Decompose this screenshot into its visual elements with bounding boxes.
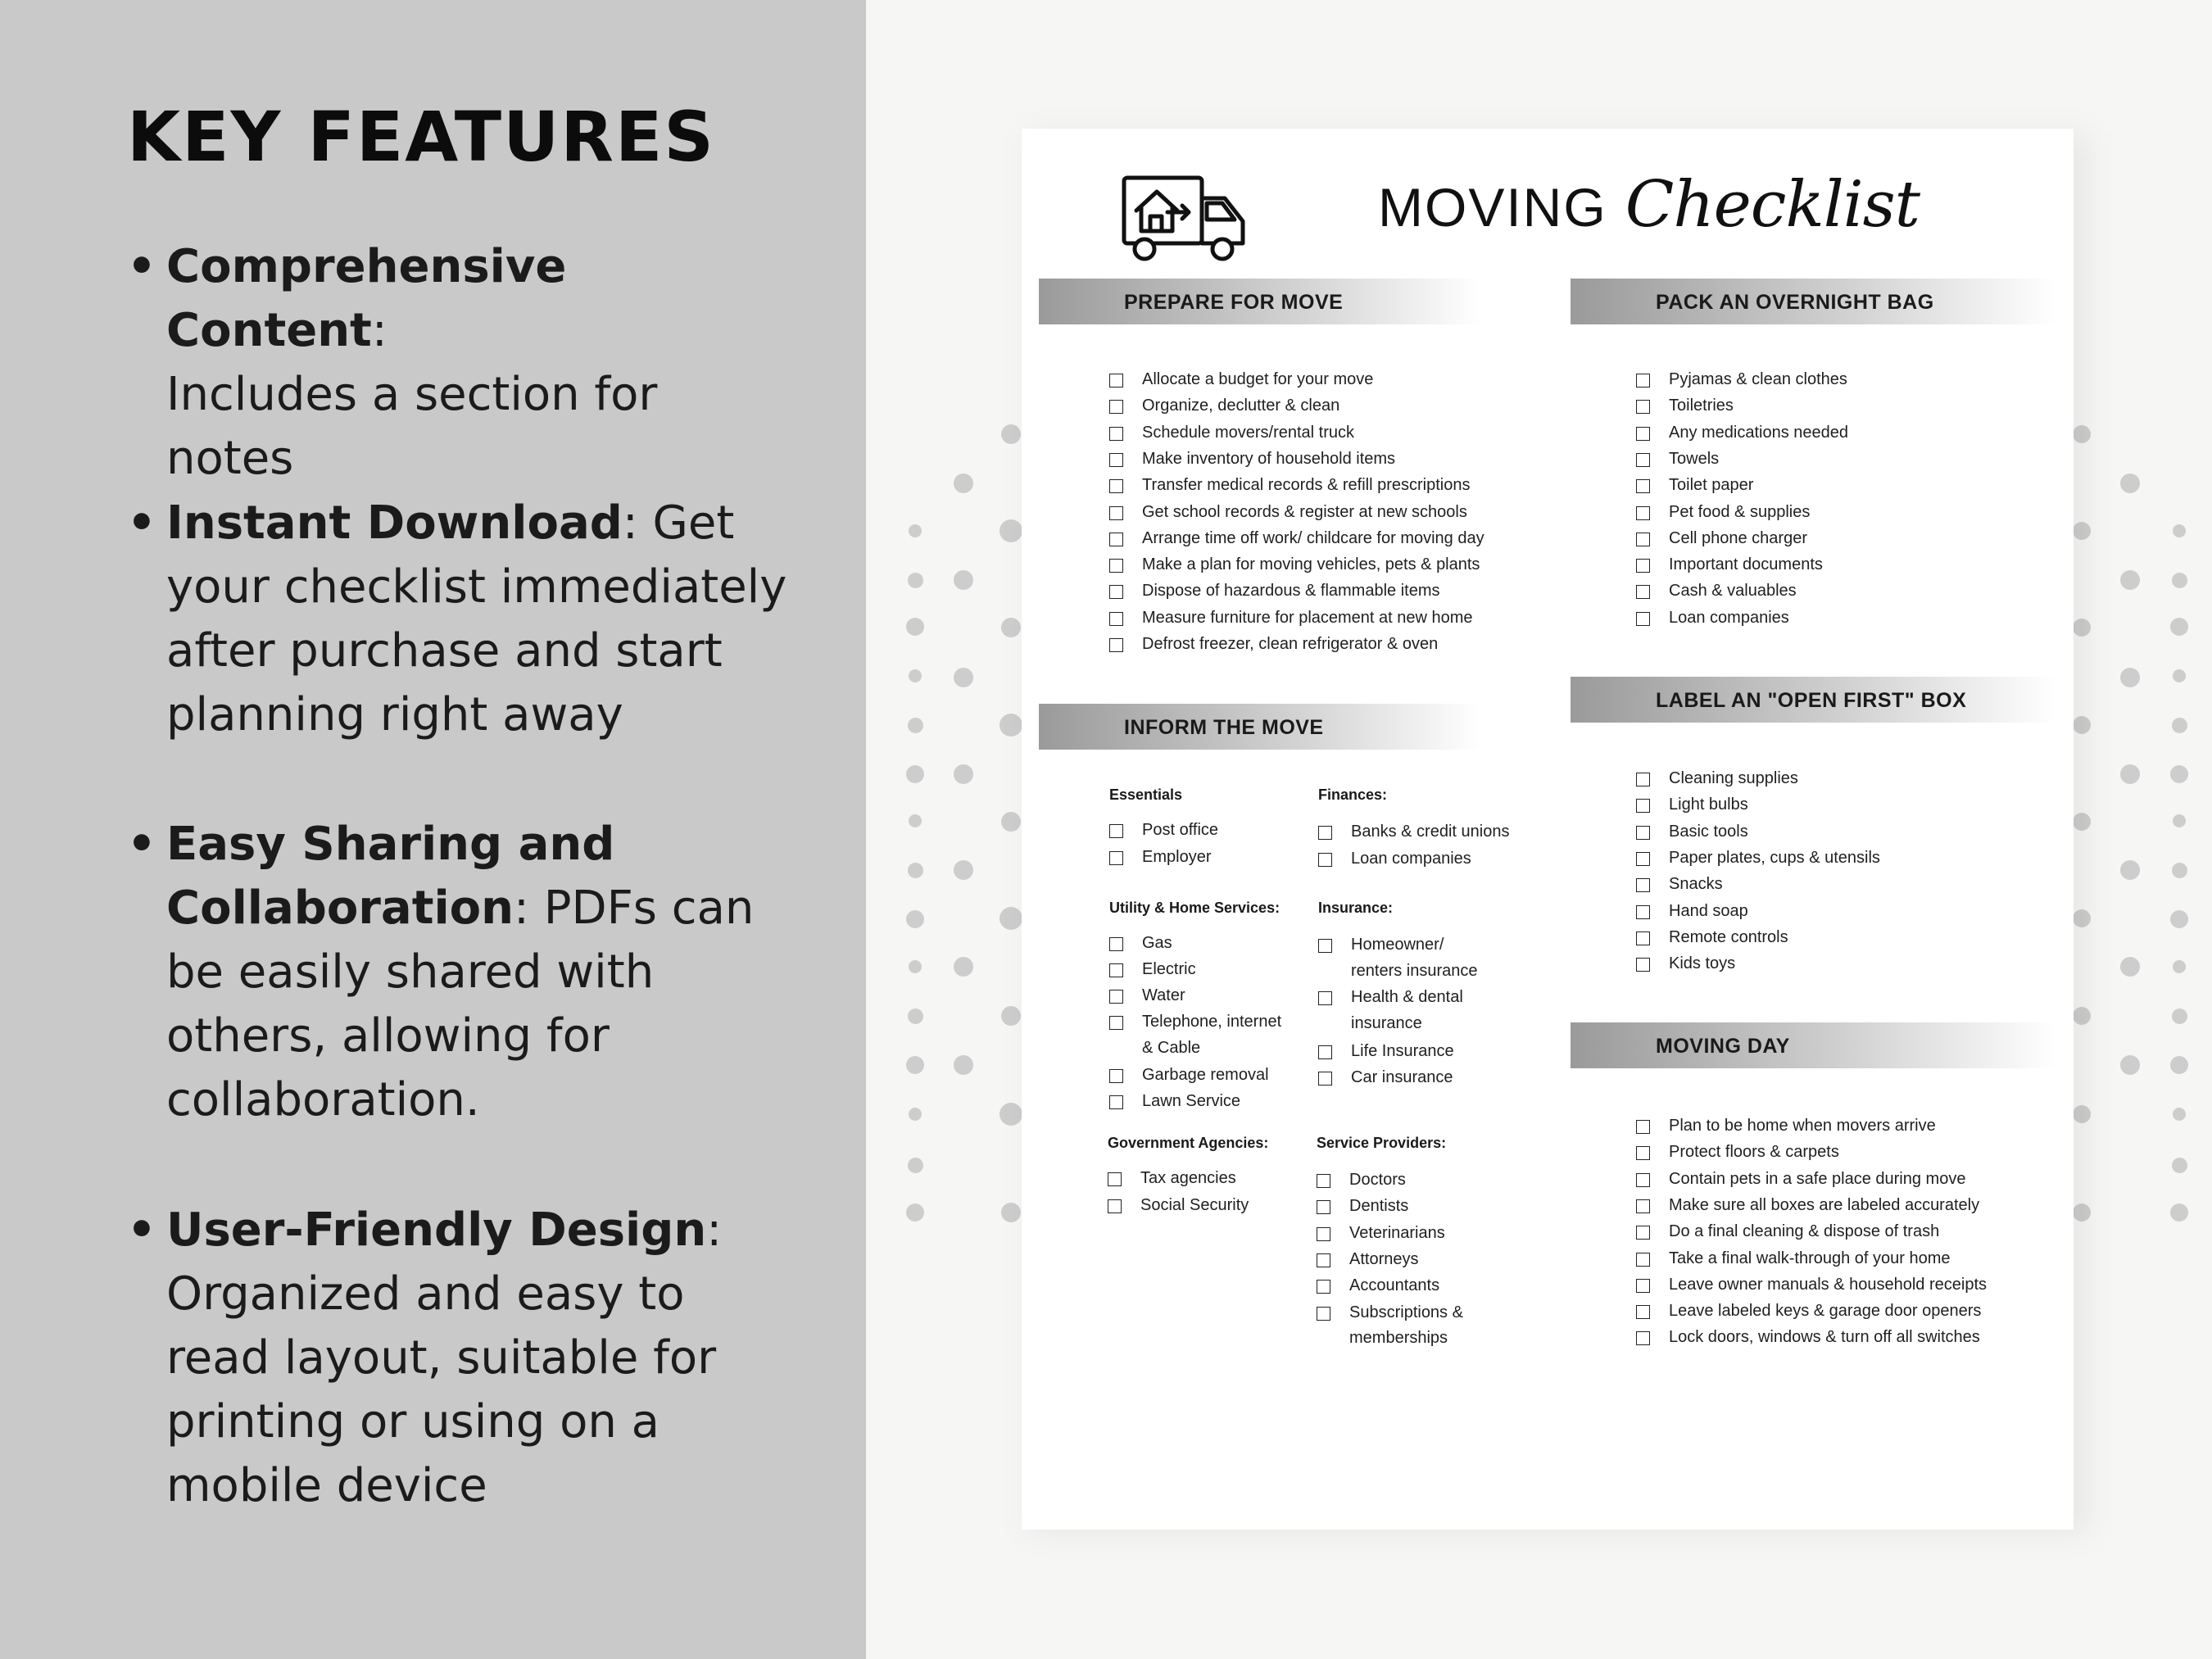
checkbox[interactable] [1636,1253,1650,1267]
section-heading: MOVING DAY [1656,1035,1790,1058]
decorative-dot [909,669,922,682]
decorative-dot [1001,1203,1021,1222]
checkbox[interactable] [1109,585,1123,599]
checkbox[interactable] [1318,826,1332,840]
checkbox[interactable] [1109,533,1123,546]
decorative-dot [2120,474,2140,493]
decorative-dot [1001,618,1021,637]
decorative-dot [2170,618,2188,636]
checkbox[interactable] [1109,559,1123,573]
feature-sep: : [371,304,388,357]
decorative-dot [1001,424,1021,444]
decorative-dot [2172,573,2187,588]
item-label: Toilet paper [1669,476,1754,495]
feature-user-friendly [127,1199,799,1518]
item-label: Kids toys [1669,954,1736,973]
item-label: Gas [1142,934,1172,952]
checkbox[interactable] [1636,1305,1650,1319]
checkbox[interactable] [1318,991,1332,1005]
decorative-dot [2170,1056,2188,1074]
item-label: Arrange time off work/ childcare for moving day [1142,528,1484,547]
section-heading: INFORM THE MOVE [1124,716,1324,739]
item-label: Homeowner/ [1351,936,1444,954]
decorative-dot [906,910,924,928]
bullet: • [127,1203,156,1257]
checkbox[interactable] [1636,453,1650,467]
checkbox[interactable] [1636,773,1650,786]
item-label: Loan companies [1669,608,1789,627]
decorative-dot [954,764,973,784]
checkbox[interactable] [1636,1173,1650,1187]
checkbox[interactable] [1636,1199,1650,1213]
checkbox[interactable] [1636,958,1650,972]
decorative-dot [954,860,973,880]
item-label: Make sure all boxes are labeled accurately [1669,1195,1980,1214]
decorative-dot [954,1055,973,1075]
checkbox[interactable] [1318,1045,1332,1059]
item-label: Health & dental [1351,988,1463,1006]
decorative-dot [2120,957,2140,977]
section-inform-header [1039,704,1481,750]
title-script: Checklist [1625,168,1920,242]
decorative-dot [2170,1203,2188,1222]
bullet: • [127,818,156,871]
checkbox[interactable] [1317,1307,1330,1321]
bullet: • [127,496,156,550]
checkbox[interactable] [1108,1199,1122,1213]
decorative-dot [2172,1009,2187,1024]
item-continuation: memberships [1349,1329,1448,1347]
bullet: • [127,240,156,293]
checkbox[interactable] [1109,963,1123,977]
feature-text: be easily shared with [166,945,655,999]
item-label: Water [1142,986,1185,1004]
checkbox[interactable] [1109,1095,1123,1109]
checkbox[interactable] [1636,506,1650,520]
item-label: Toiletries [1669,397,1734,415]
feature-sep: : [706,1203,723,1257]
item-label: Plan to be home when movers arrive [1669,1117,1936,1135]
checkbox[interactable] [1317,1253,1330,1267]
subheading-utility: Utility & Home Services: [1109,900,1281,916]
decorative-dot [908,1009,923,1024]
checkbox[interactable] [1108,1172,1122,1186]
item-label: Dispose of hazardous & flammable items [1142,582,1440,601]
feature-instant-download [127,492,799,747]
checklist-title [1378,168,1920,266]
section-overnight-header [1571,279,2056,324]
feature-text: planning right away [166,688,623,741]
checkbox[interactable] [1636,1146,1650,1160]
checkbox[interactable] [1636,905,1650,919]
checkbox[interactable] [1109,400,1123,414]
item-label: Hand soap [1669,901,1748,920]
decorative-dot [2173,524,2186,537]
checkbox[interactable] [1636,427,1650,441]
checkbox[interactable] [1109,612,1123,626]
checkbox[interactable] [1318,853,1332,867]
checklist-page [1022,129,2074,1530]
item-label: Important documents [1669,555,1823,574]
decorative-dot [1001,1006,1021,1026]
checkbox[interactable] [1318,1072,1332,1086]
checkbox[interactable] [1636,852,1650,866]
decorative-dot [909,960,922,973]
decorative-dot [906,1056,924,1074]
feature-text: Get [637,496,735,550]
checkbox[interactable] [1636,612,1650,626]
section-prepare-header [1039,279,1481,324]
item-label: Snacks [1669,875,1723,894]
feature-title: User-Friendly Design [166,1203,707,1257]
checkbox[interactable] [1636,931,1650,945]
item-label: Leave labeled keys & garage door openers [1669,1302,1982,1321]
checkbox[interactable] [1636,479,1650,493]
decorative-dot [954,570,973,590]
item-label: Cash & valuables [1669,582,1797,601]
decorative-dot [2173,669,2186,682]
feature-text: Organized and easy to [166,1267,685,1321]
checkbox[interactable] [1636,1120,1650,1134]
item-label: Any medications needed [1669,423,1849,442]
checkbox[interactable] [1636,878,1650,892]
item-label: Employer [1142,847,1212,866]
checkbox[interactable] [1109,1069,1123,1083]
checkbox[interactable] [1636,1331,1650,1345]
item-label: Cell phone charger [1669,528,1807,547]
item-label: Pet food & supplies [1669,502,1811,521]
section-openfirst-header [1571,677,2056,723]
subheading-essentials: Essentials [1109,786,1183,803]
checkbox[interactable] [1317,1280,1330,1294]
feature-title: Comprehensive Content [166,240,567,357]
checkbox[interactable] [1317,1200,1330,1214]
checkbox[interactable] [1636,374,1650,388]
item-label: Accountants [1349,1276,1440,1295]
checkbox[interactable] [1317,1227,1330,1241]
decorative-dot [2120,668,2140,687]
checkbox[interactable] [1318,939,1332,953]
decorative-dot [2173,814,2186,827]
item-label: Garbage removal [1142,1066,1269,1084]
checkbox[interactable] [1636,826,1650,840]
checkbox[interactable] [1109,1016,1123,1030]
decorative-dot [906,1203,924,1222]
decorative-dot [2173,960,2186,973]
decorative-dot [2172,1158,2187,1173]
decorative-dot [909,524,922,537]
item-label: Schedule movers/rental truck [1142,423,1355,442]
decorative-dot [954,957,973,977]
item-label: Lock doors, windows & turn off all switches [1669,1328,1980,1347]
checkbox[interactable] [1317,1174,1330,1188]
decorative-dot [906,618,924,636]
decorative-dot [909,814,922,827]
feature-text: notes [166,432,294,485]
checkbox[interactable] [1636,400,1650,414]
item-label: Organize, declutter & clean [1142,397,1340,415]
feature-text: collaboration. [166,1073,480,1126]
checkbox[interactable] [1109,479,1123,493]
item-label: Make inventory of household items [1142,449,1396,468]
decorative-dot [908,1158,923,1173]
item-label: Transfer medical records & refill prescriptions [1142,476,1471,495]
item-label: Veterinarians [1349,1223,1445,1242]
decorative-dot [999,907,1022,930]
checkbox[interactable] [1109,427,1123,441]
decorative-dot [954,474,973,493]
item-label: Doctors [1349,1171,1406,1189]
item-label: Cleaning supplies [1669,769,1798,787]
moving-truck-icon [1120,174,1251,264]
item-label: Towels [1669,449,1720,468]
checkbox[interactable] [1636,1226,1650,1240]
item-label: Contain pets in a safe place during move [1669,1169,1966,1188]
item-label: Electric [1142,960,1196,978]
decorative-dot [2120,1055,2140,1075]
decorative-dot [999,1103,1022,1126]
decorative-dot [2172,863,2187,878]
feature-sep: : [622,496,638,550]
item-label: Life Insurance [1351,1042,1454,1060]
item-label: Do a final cleaning & dispose of trash [1669,1222,1940,1241]
decorative-dot [2173,1108,2186,1121]
checkbox[interactable] [1109,453,1123,467]
item-continuation: renters insurance [1351,962,1478,980]
decorative-dot [908,718,923,733]
checkbox[interactable] [1109,937,1123,951]
item-label: Defrost freezer, clean refrigerator & oven [1142,635,1439,653]
item-label: Paper plates, cups & utensils [1669,848,1880,867]
item-label: Allocate a budget for your move [1142,370,1374,388]
feature-text: your checklist immediately [166,560,787,614]
checkbox[interactable] [1109,638,1123,652]
item-label: Loan companies [1351,849,1471,868]
features-heading: KEY FEATURES [127,97,715,177]
decorative-dot [909,1108,922,1121]
section-heading: PACK AN OVERNIGHT BAG [1656,291,1934,314]
feature-text: after purchase and start [166,624,723,678]
decorative-dot [2172,718,2187,733]
decorative-dot [1001,812,1021,832]
feature-title: Instant Download [166,496,623,550]
subheading-finances: Finances: [1318,786,1388,803]
subheading-providers: Service Providers: [1317,1135,1447,1151]
item-label: Car insurance [1351,1068,1453,1086]
checkbox[interactable] [1109,990,1123,1004]
checkbox[interactable] [1109,851,1123,865]
checkbox[interactable] [1109,824,1123,838]
item-label: Tax agencies [1140,1169,1236,1187]
item-continuation: insurance [1351,1014,1422,1032]
item-label: Subscriptions & [1349,1303,1463,1321]
decorative-dot [954,668,973,687]
decorative-dot [2170,765,2188,783]
feature-comprehensive [127,235,799,491]
item-label: Basic tools [1669,822,1748,841]
feature-text: Includes a section for [166,368,658,421]
feature-text: printing or using on a [166,1395,660,1448]
feature-title: Easy Sharing and [166,818,615,871]
item-label: Make a plan for moving vehicles, pets & plants [1142,555,1480,574]
decorative-dot [906,765,924,783]
item-label: Get school records & register at new schools [1142,502,1467,521]
decorative-dot [2170,910,2188,928]
feature-text: others, allowing for [166,1009,610,1063]
decorative-dot [999,714,1022,737]
subheading-insurance: Insurance: [1318,900,1394,916]
feature-sep: : [514,882,529,935]
feature-text: read layout, suitable for [166,1331,717,1385]
item-label: Protect floors & carpets [1669,1143,1839,1162]
subheading-government: Government Agencies: [1108,1135,1269,1151]
feature-text: PDFs can [528,882,755,935]
section-heading: LABEL AN "OPEN FIRST" BOX [1656,689,1967,712]
item-label: Post office [1142,821,1219,839]
decorative-dot [2120,764,2140,784]
item-label: Banks & credit unions [1351,823,1510,841]
item-label: Lawn Service [1142,1092,1241,1110]
item-label: Measure furniture for placement at new home [1142,608,1473,627]
checkbox[interactable] [1636,585,1650,599]
decorative-dot [908,863,923,878]
item-label: Take a final walk-through of your home [1669,1249,1951,1267]
checkbox[interactable] [1109,374,1123,388]
item-continuation: & Cable [1142,1039,1201,1057]
decorative-dot [908,573,923,588]
item-label: Dentists [1349,1197,1409,1216]
decorative-dot [2120,860,2140,880]
checkbox[interactable] [1636,1279,1650,1293]
feature-title: Collaboration [166,882,514,935]
item-label: Pyjamas & clean clothes [1669,370,1847,388]
item-label: Light bulbs [1669,796,1748,814]
item-label: Social Security [1140,1195,1249,1214]
section-heading: PREPARE FOR MOVE [1124,291,1344,314]
checkbox[interactable] [1109,506,1123,520]
item-label: Attorneys [1349,1249,1419,1268]
item-label: Leave owner manuals & household receipts [1669,1275,1988,1294]
checkbox[interactable] [1636,559,1650,573]
feature-text: mobile device [166,1459,487,1512]
checkbox[interactable] [1636,799,1650,813]
features-panel [0,0,866,1659]
item-label: Telephone, internet [1142,1013,1282,1031]
feature-sharing [127,813,799,1132]
item-label: Remote controls [1669,927,1788,946]
decorative-dot [999,519,1022,542]
title-word: MOVING [1378,177,1607,238]
section-movingday-header [1571,1022,2056,1068]
decorative-dot [2120,570,2140,590]
checkbox[interactable] [1636,533,1650,546]
